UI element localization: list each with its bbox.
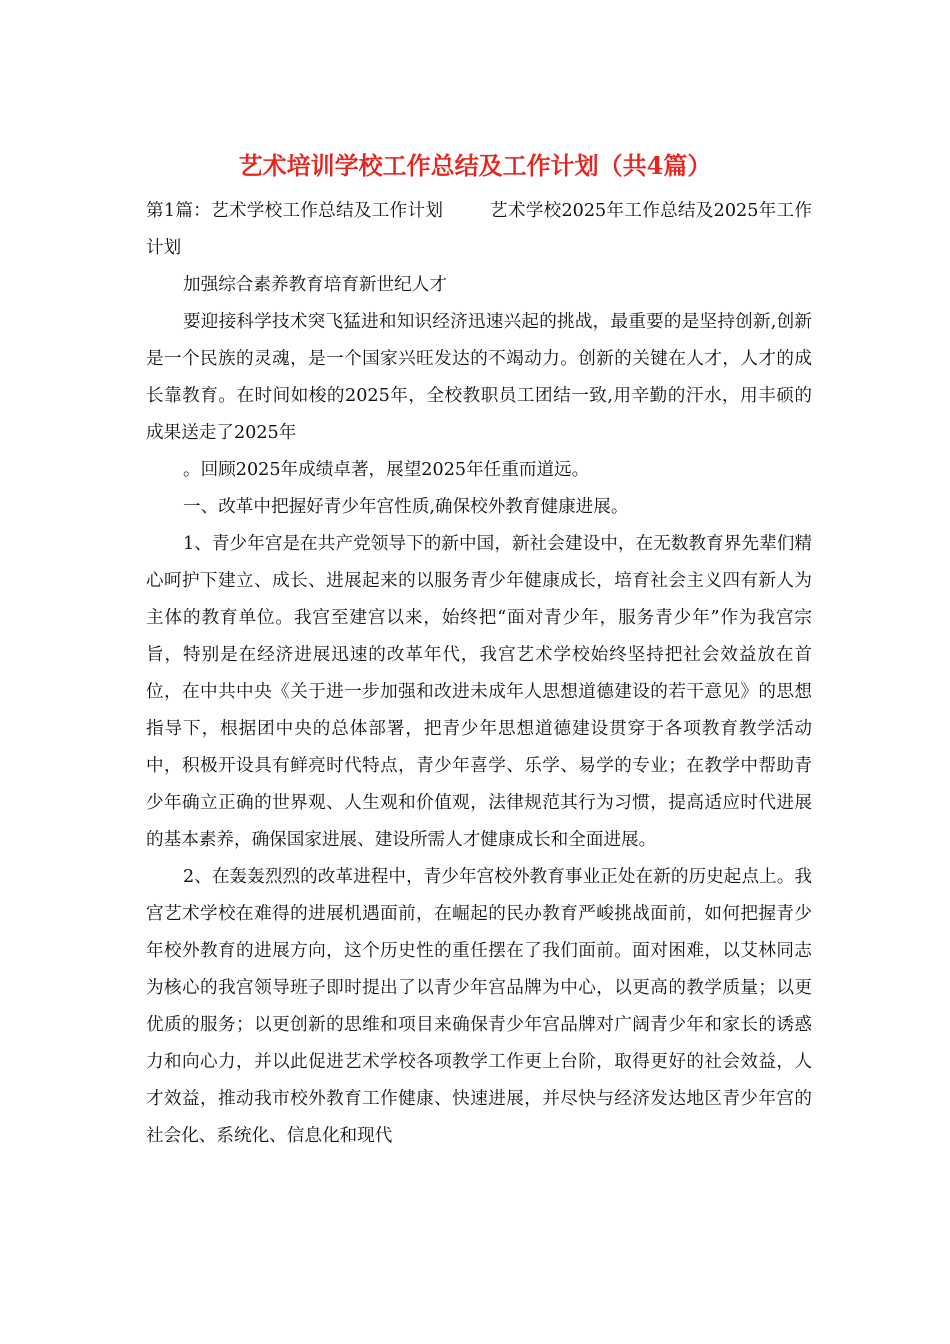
paragraph-review: 。回顾2025年成绩卓著，展望2025年任重而道远。 xyxy=(183,460,590,480)
article-header-line: 第1篇：艺术学校工作总结及工作计划 艺术学校2025年工作总结及2025年工作计划 xyxy=(146,201,812,258)
paragraph-item-1: 1、青少年宫是在共产党领导下的新中国，新社会建设中，在无数教育界先辈们精心呵护下建立、成长、进展起来的以服务青少年健康成长，培育社会主义四有新人为主体的教育单位。我宫至建宫以来，始终把“面对青少年，服务青少年”作为我宫宗旨，特别是在经济进展迅速的改革年代，我宫艺术学校始终坚持把社会效益放在首位，在中共中央《关于进一步加强和改进未成年人思想道德建设的若干意见》的思想指导下，根据团中央的总体部署，把青少年思想道德建设贯穿于各项教育教学活动中，积极开设具有鲜亮时代特点，青少年喜学、乐学、易学的专业；在教学中帮助青少年确立正确的世界观、人生观和价值观，法律规范其行为习惯，提高适应时代进展的基本素养，确保国家进展、建设所需人才健康成长和全面进展。 xyxy=(146,534,812,850)
document-title: 艺术培训学校工作总结及工作计划（共4篇） xyxy=(238,151,712,180)
document-body xyxy=(146,193,812,1155)
paragraph-item-2: 2、在轰轰烈烈的改革进程中，青少年宫校外教育事业正处在新的历史起点上。我宫艺术学校在难得的进展机遇面前，在崛起的民办教育严峻挑战面前，如何把握青少年校外教育的进展方向，这个历史性的重任摆在了我们面前。面对困难，以艾林同志为核心的我宫领导班子即时提出了以青少年宫品牌为中心，以更高的教学质量；以更优质的服务；以更创新的思维和项目来确保青少年宫品牌对广阔青少年和家长的诱惑力和向心力，并以此促进艺术学校各项教学工作更上台阶，取得更好的社会效益，人才效益，推动我市校外教育工作健康、快速进展，并尽快与经济发达地区青少年宫的社会化、系统化、信息化和现代 xyxy=(146,867,812,1146)
section-heading-1: 一、改革中把握好青少年宫性质,确保校外教育健康进展。 xyxy=(183,497,629,517)
paragraph-heading: 加强综合素养教育培育新世纪人才 xyxy=(183,275,447,295)
paragraph-intro: 要迎接科学技术突飞猛进和知识经济迅速兴起的挑战，最重要的是坚持创新,创新是一个民族的灵魂，是一个国家兴旺发达的不竭动力。创新的关键在人才，人才的成长靠教育。在时间如梭的2025年，全校教职员工团结一致,用辛勤的汗水，用丰硕的成果送走了2025年 xyxy=(146,312,812,443)
